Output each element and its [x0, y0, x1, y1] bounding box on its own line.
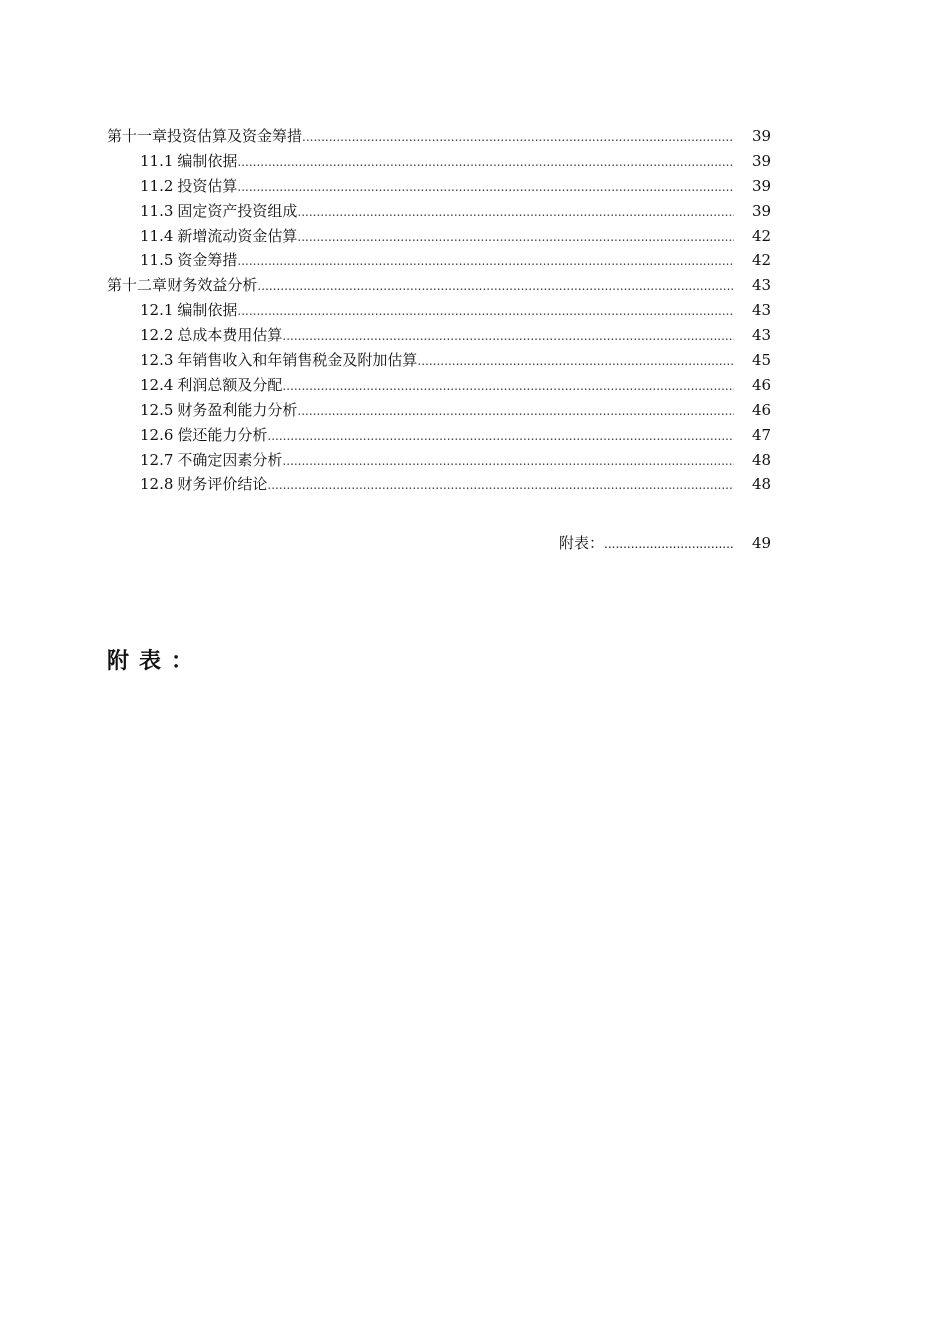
toc-entry-title: 不确定因素分析 [177, 450, 283, 469]
toc-entry-12-2[interactable] [107, 323, 770, 348]
toc-entry-12-8[interactable] [107, 472, 770, 497]
toc-entry-page: 43 [752, 301, 772, 320]
toc-entry-number: 第十二章 [107, 276, 168, 295]
toc-entry-number: 11.3 [140, 201, 174, 220]
toc-entry-page: 39 [752, 151, 772, 170]
dot-leader [297, 224, 734, 250]
toc-entry-number: 11.1 [140, 151, 174, 170]
toc-entry-title: 投资估算及资金筹措 [167, 127, 303, 145]
toc-entry-chapter-12[interactable] [107, 273, 770, 298]
toc-entry-page: 48 [752, 450, 772, 469]
toc-entry-page: 46 [752, 400, 772, 419]
toc-entry-title: 偿还能力分析 [177, 425, 268, 444]
toc-entry-page: 48 [752, 475, 772, 494]
toc-entry-number: 12.7 [140, 450, 174, 469]
dot-leader [297, 398, 734, 424]
toc-entry-page: 47 [752, 425, 772, 444]
dot-leader [417, 348, 734, 374]
toc-entry-12-4[interactable] [107, 373, 770, 398]
dot-leader [237, 174, 734, 200]
toc-entry-title: 固定资产投资组成 [177, 201, 298, 220]
toc-entry-11-1[interactable] [107, 149, 770, 174]
toc-entry-11-3[interactable] [107, 199, 770, 224]
toc-entry-title: 总成本费用估算 [177, 326, 283, 345]
toc-entry-page: 39 [752, 127, 772, 145]
toc-entry-page: 46 [752, 375, 772, 394]
toc-entry-page: 45 [752, 351, 772, 370]
toc-entry-chapter-11[interactable] [107, 124, 770, 149]
toc-entry-12-3[interactable] [107, 348, 770, 373]
toc-entry-appendix[interactable] [559, 531, 770, 555]
toc-entry-12-7[interactable] [107, 448, 770, 473]
toc-entry-number: 12.8 [140, 475, 174, 494]
dot-leader [604, 531, 734, 556]
dot-leader [257, 273, 734, 299]
toc-entry-title: 编制依据 [177, 151, 238, 170]
toc-entry-page: 49 [752, 534, 772, 552]
toc-entry-number: 第十一章 [107, 127, 168, 145]
toc-entry-12-1[interactable] [107, 298, 770, 323]
dot-leader [297, 199, 734, 225]
dot-leader [302, 124, 734, 150]
toc-entry-number: 12.6 [140, 425, 174, 444]
toc-entry-page: 43 [752, 276, 772, 295]
toc-entry-number: 12.3 [140, 351, 174, 370]
toc-entry-11-4[interactable] [107, 224, 770, 249]
toc-entry-number: 12.1 [140, 301, 174, 320]
toc-entry-page: 39 [752, 201, 772, 220]
toc-entry-title: 财务盈利能力分析 [177, 400, 298, 419]
dot-leader [282, 448, 734, 474]
toc-entry-number: 12.2 [140, 326, 174, 345]
toc-entry-12-5[interactable] [107, 398, 770, 423]
dot-leader [237, 149, 734, 175]
toc-entry-title: 资金筹措 [177, 251, 238, 270]
dot-leader [267, 423, 734, 449]
toc-entry-title: 新增流动资金估算 [177, 226, 298, 245]
toc-entry-page: 39 [752, 176, 772, 195]
toc-entry-number: 11.5 [140, 251, 174, 270]
toc-entry-title: 财务评价结论 [177, 475, 268, 494]
dot-leader [237, 298, 734, 324]
toc-entry-title: 编制依据 [177, 301, 238, 320]
toc-entry-number: 11.2 [140, 176, 174, 195]
toc-entry-title: 财务效益分析 [167, 276, 258, 295]
toc-entry-12-6[interactable] [107, 423, 770, 448]
toc-entry-page: 42 [752, 226, 772, 245]
dot-leader [237, 248, 734, 274]
dot-leader [282, 323, 734, 349]
toc-entry-11-5[interactable] [107, 248, 770, 273]
toc-entry-11-2[interactable] [107, 174, 770, 199]
appendix-heading: 附表： [107, 649, 204, 674]
toc-entry-title: 附表： [559, 534, 605, 552]
dot-leader [282, 373, 734, 399]
toc-entry-title: 投资估算 [177, 176, 238, 195]
toc-entry-number: 12.4 [140, 375, 174, 394]
dot-leader [267, 472, 734, 498]
toc-entry-title: 利润总额及分配 [177, 375, 283, 394]
toc-entry-number: 11.4 [140, 226, 174, 245]
toc-entry-page: 43 [752, 326, 772, 345]
table-of-contents [107, 124, 770, 497]
toc-entry-number: 12.5 [140, 400, 174, 419]
toc-entry-page: 42 [752, 251, 772, 270]
toc-entry-title: 年销售收入和年销售税金及附加估算 [177, 351, 418, 370]
